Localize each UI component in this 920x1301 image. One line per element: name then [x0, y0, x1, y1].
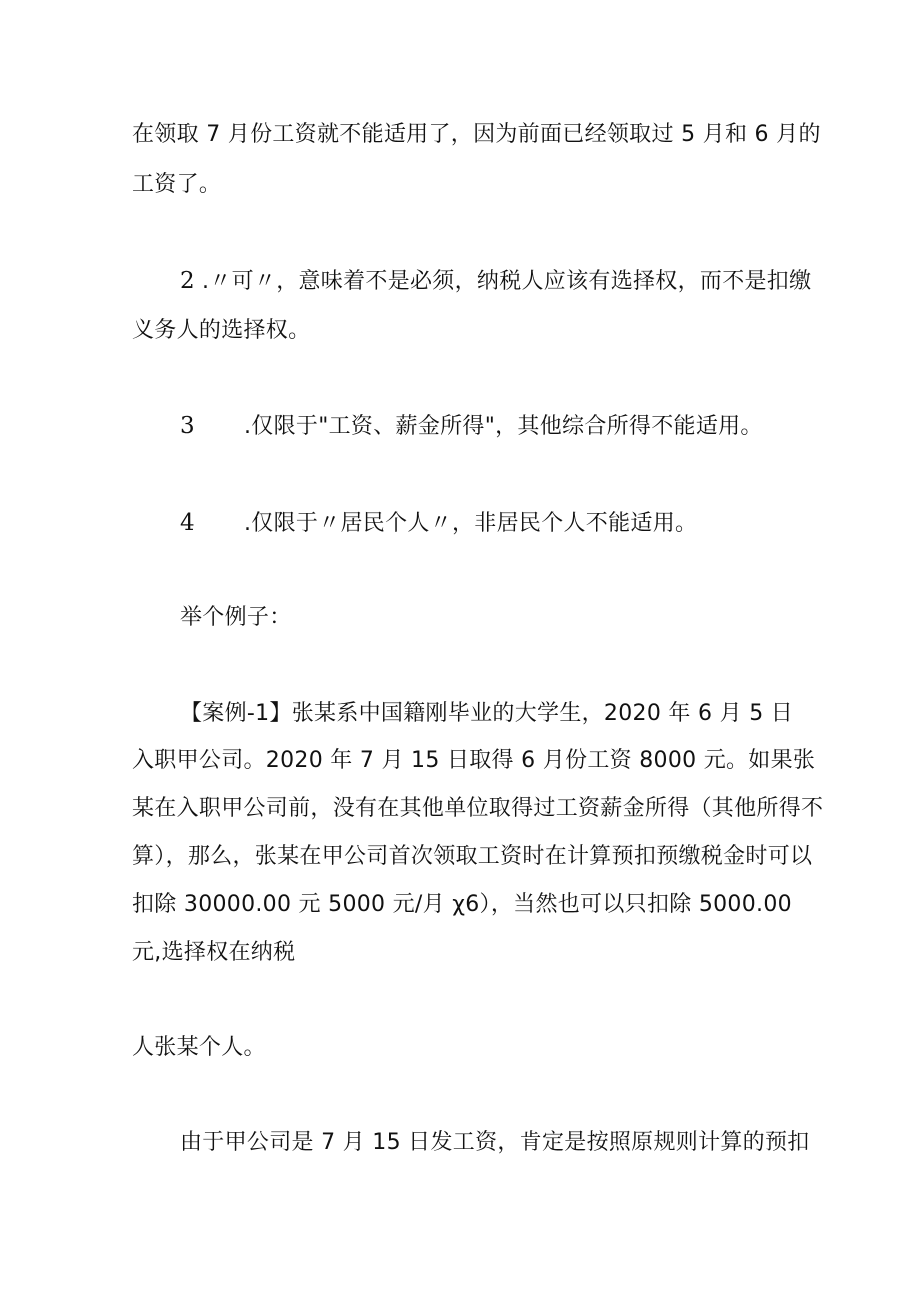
paragraph-5: 举个例子： [180, 605, 292, 630]
case-paragraph-line-2: 入职甲公司。2020 年 7 月 15 日取得 6 月份工资 8000 元。如果张 [132, 748, 816, 773]
case-paragraph-line-5: 扣除 30000.00 元 5000 元/月 χ6），当然也可以只扣除 5000.00 [132, 892, 792, 917]
list-number-4: 4 [180, 510, 195, 536]
paragraph-2-text: .〃可〃，意味着不是必须，纳税人应该有选择权，而不是扣缴 [202, 269, 812, 294]
list-number-3: 3 [180, 413, 195, 439]
case-paragraph-line-6: 元,选择权在纳税 [132, 940, 296, 965]
paragraph-1-line-2: 工资了。 [132, 172, 222, 197]
paragraph-4 [180, 508, 697, 539]
case-paragraph-line-3: 某在入职甲公司前，没有在其他单位取得过工资薪金所得（其他所得不 [132, 796, 824, 821]
paragraph-2-line-2: 义务人的选择权。 [132, 318, 311, 343]
paragraph-4-text: .仅限于〃居民个人〃，非居民个人不能适用。 [244, 511, 698, 536]
paragraph-2-line-1 [180, 266, 811, 297]
paragraph-1-line-1: 在领取 7 月份工资就不能适用了，因为前面已经领取过 5 月和 6 月的 [132, 122, 821, 147]
paragraph-3 [180, 411, 763, 442]
paragraph-8: 由于甲公司是 7 月 15 日发工资，肯定是按照原规则计算的预扣 [180, 1130, 810, 1155]
paragraph-7: 人张某个人。 [132, 1035, 266, 1060]
case-paragraph-line-1: 【案例-1】张某系中国籍刚毕业的大学生，2020 年 6 月 5 日 [180, 701, 794, 726]
list-number-2: 2 [180, 268, 195, 294]
paragraph-3-text: .仅限于"工资、薪金所得"，其他综合所得不能适用。 [244, 414, 763, 439]
case-paragraph-line-4: 算），那么，张某在甲公司首次领取工资时在计算预扣预缴税金时可以 [132, 844, 813, 869]
